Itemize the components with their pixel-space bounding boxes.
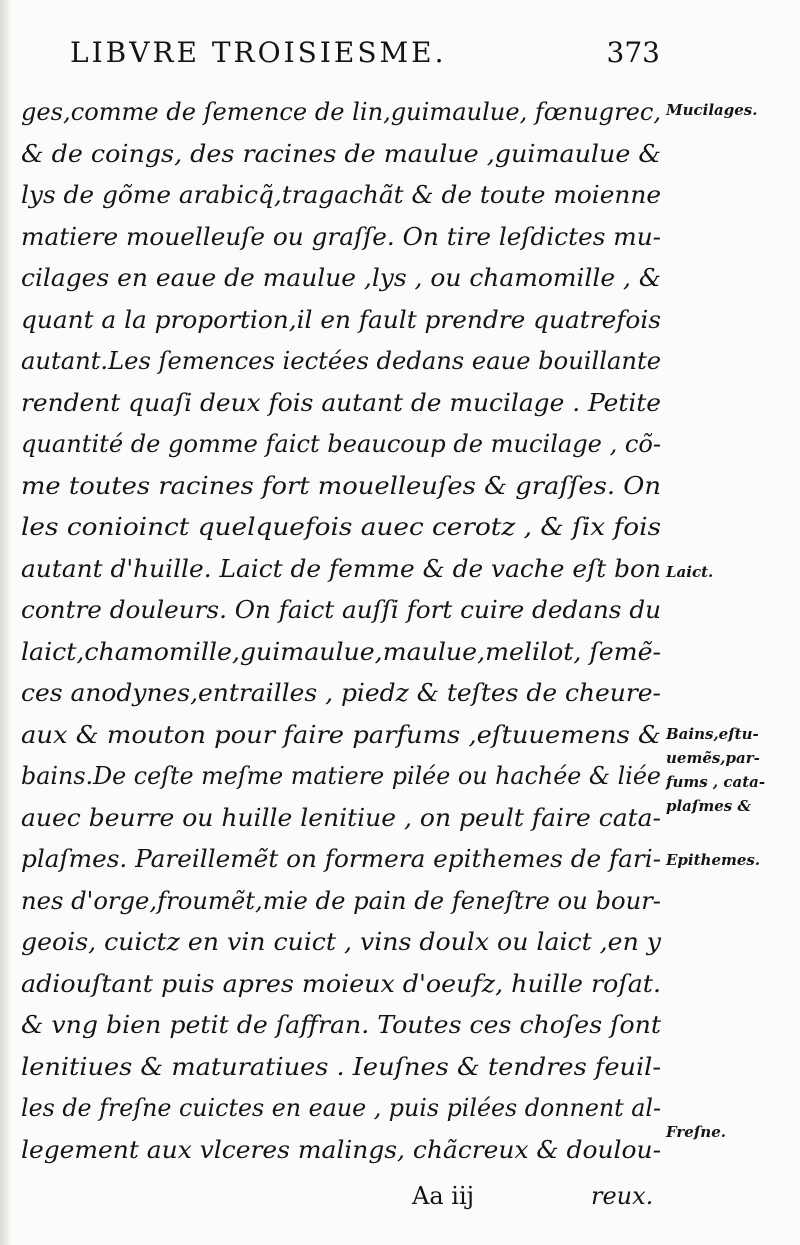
margin-note-fresne: Freſne.	[666, 1123, 726, 1141]
text-line-content: laict,chamomille,guimaulue,maulue,melilot, ſemẽ-	[21, 637, 661, 666]
text-line	[21, 673, 661, 715]
text-line	[21, 632, 661, 674]
text-line-content: aux & mouton pour faire parfums ,eſtuuemens &	[21, 720, 661, 749]
text-line	[21, 964, 661, 1006]
text-line-content: quantité de gomme faict beaucoup de mucilage , cõ-	[21, 430, 661, 458]
text-line	[21, 341, 661, 383]
text-line	[21, 1005, 661, 1047]
text-line-content: contre douleurs. On faict auſſi fort cuire dedans du	[21, 596, 661, 624]
text-line	[21, 549, 661, 591]
text-line-content: lys de gõme arabicq̃,tragachãt & de toute moienne	[21, 181, 661, 209]
text-line-content: les conioinct quelquefois auec cerotz , & ſix fois	[21, 513, 661, 541]
text-line	[21, 300, 661, 342]
margin-note-laict: Laict.	[666, 563, 714, 581]
running-head	[70, 30, 660, 74]
text-line	[21, 134, 661, 176]
text-line-content: les de freſne cuictes en eaue , puis pilées donnent al-	[21, 1094, 661, 1122]
text-line-content: adiouſtant puis apres moieux d'oeufz, huille roſat.	[21, 969, 661, 998]
text-line-content: nes d'orge,froumẽt,mie de pain de feneſtre ou bour-	[21, 886, 661, 915]
text-line-content: autant d'huille. Laict de femme & de vache eſt bon	[21, 554, 661, 583]
text-line-content: lenitiues & maturatiues . Ieuſnes & tendres feuil-	[21, 1052, 662, 1081]
text-line-content: & vng bien petit de ſaffran. Toutes ces choſes ſont	[21, 1011, 661, 1039]
page-number: 373	[606, 36, 660, 69]
catchword: reux.	[591, 1182, 654, 1210]
text-line-content: autant.Les ſemences iectées dedans eaue bouillante	[21, 347, 661, 375]
text-line	[21, 590, 661, 632]
text-line	[21, 424, 661, 466]
text-line-content: rendent quaſi deux fois autant de mucilage . Petite	[21, 388, 661, 417]
text-line-content: cilages en eaue de maulue ,lys , ou chamomille , &	[21, 264, 661, 292]
text-line-content: me toutes racines fort mouelleuſes & graſſes. On	[21, 471, 661, 500]
text-line	[21, 217, 661, 259]
text-line-content: & de coings, des racines de maulue ,guimaulue &	[21, 139, 661, 168]
text-line-content: plaſmes. Pareillemẽt on formera epithemes de fari-	[21, 845, 661, 873]
text-line	[21, 839, 661, 881]
text-line-content: geois, cuictz en vin cuict , vins doulx ou laict ,en y	[21, 928, 661, 956]
running-head-title: LIBVRE TROISIESME.	[70, 36, 447, 69]
text-line	[21, 92, 661, 134]
text-line	[21, 715, 661, 757]
margin-note-mucilages: Mucilages.	[666, 101, 758, 119]
text-line	[21, 175, 661, 217]
text-line	[21, 1047, 661, 1089]
margin-note-bains: Bains,eſtu- uemẽs,par- fums , cata- plaſmes &	[666, 725, 766, 815]
text-line	[21, 466, 661, 508]
text-line	[21, 507, 661, 549]
text-line-content: quant a la proportion,il en fault prendre quatrefois	[21, 305, 661, 334]
text-line-content: ces anodynes,entrailles , piedz & teſtes de cheure-	[21, 679, 661, 707]
text-line-content: ges,comme de ſemence de lin,guimaulue, fœnugrec,	[21, 98, 661, 126]
text-line	[21, 881, 661, 923]
text-line	[21, 1088, 661, 1130]
text-line-content: bains.De ceſte meſme matiere pilée ou hachée & liée	[21, 762, 661, 790]
text-line	[21, 258, 661, 300]
text-line	[21, 383, 661, 425]
text-line	[21, 1130, 661, 1172]
scan-edge-shadow	[0, 0, 12, 1245]
text-line	[21, 798, 661, 840]
text-line-content: auec beurre ou huille lenitiue , on peult faire cata-	[21, 803, 661, 832]
signature-mark: Aa iij	[412, 1182, 475, 1210]
body-text	[21, 92, 661, 1171]
text-line-content: legement aux vlceres malings, chãcreux & doulou-	[21, 1135, 661, 1164]
text-line	[21, 922, 661, 964]
text-line-content: matiere mouelleuſe ou graſſe. On tire leſdictes mu-	[21, 222, 661, 251]
text-line	[21, 756, 661, 798]
margin-note-epithemes: Epithemes.	[666, 851, 761, 869]
